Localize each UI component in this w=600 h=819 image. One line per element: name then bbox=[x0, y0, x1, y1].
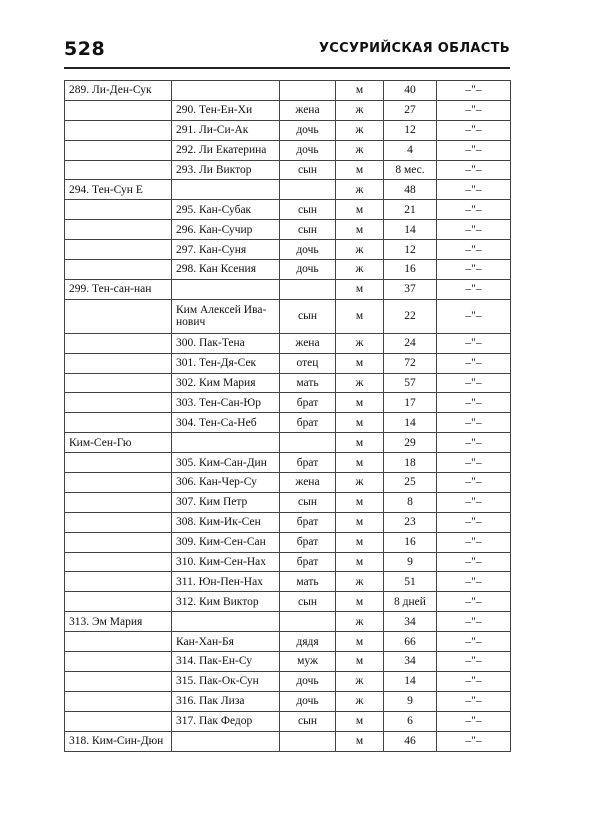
member-name-cell: 293. Ли Виктор bbox=[172, 160, 280, 180]
table-row bbox=[65, 120, 511, 140]
relation-cell: дочь bbox=[280, 120, 336, 140]
member-name-cell: 317. Пак Федор bbox=[172, 711, 280, 731]
ditto-cell: –"– bbox=[437, 453, 511, 473]
relation-cell: отец bbox=[280, 353, 336, 373]
table-row bbox=[65, 333, 511, 353]
age-cell: 34 bbox=[384, 612, 437, 632]
age-cell: 22 bbox=[384, 299, 437, 333]
age-cell: 46 bbox=[384, 731, 437, 751]
sex-cell: м bbox=[336, 160, 384, 180]
household-head-cell bbox=[65, 552, 172, 572]
age-cell: 21 bbox=[384, 200, 437, 220]
age-cell: 16 bbox=[384, 260, 437, 280]
age-cell: 4 bbox=[384, 140, 437, 160]
table-row bbox=[65, 433, 511, 453]
ditto-cell: –"– bbox=[437, 81, 511, 101]
relation-cell: сын bbox=[280, 200, 336, 220]
ditto-cell: –"– bbox=[437, 572, 511, 592]
ditto-cell: –"– bbox=[437, 592, 511, 612]
household-head-cell bbox=[65, 492, 172, 512]
household-head-cell bbox=[65, 393, 172, 413]
age-cell: 12 bbox=[384, 120, 437, 140]
household-head-cell bbox=[65, 373, 172, 393]
page-number: 528 bbox=[64, 38, 106, 60]
age-cell: 34 bbox=[384, 652, 437, 672]
member-name-cell: 295. Кан-Субак bbox=[172, 200, 280, 220]
household-head-cell bbox=[65, 711, 172, 731]
member-name-cell: 304. Тен-Са-Неб bbox=[172, 413, 280, 433]
relation-cell: жена bbox=[280, 333, 336, 353]
age-cell: 48 bbox=[384, 180, 437, 200]
age-cell: 17 bbox=[384, 393, 437, 413]
running-title: УССУРИЙСКАЯ ОБЛАСТЬ bbox=[318, 41, 510, 56]
household-head-cell bbox=[65, 220, 172, 240]
table-row bbox=[65, 353, 511, 373]
sex-cell: м bbox=[336, 81, 384, 101]
age-cell: 12 bbox=[384, 240, 437, 260]
relation-cell: жена bbox=[280, 100, 336, 120]
relation-cell bbox=[280, 81, 336, 101]
member-name-cell: 307. Ким Петр bbox=[172, 492, 280, 512]
table-row bbox=[65, 413, 511, 433]
household-head-cell bbox=[65, 632, 172, 652]
member-name-cell: 311. Юн-Пен-Нах bbox=[172, 572, 280, 592]
household-head-cell bbox=[65, 532, 172, 552]
member-name-cell: 301. Тен-Дя-Сек bbox=[172, 353, 280, 373]
table-row bbox=[65, 572, 511, 592]
age-cell: 72 bbox=[384, 353, 437, 373]
table-row bbox=[65, 691, 511, 711]
household-head-cell bbox=[65, 473, 172, 493]
relation-cell: брат bbox=[280, 512, 336, 532]
member-name-cell bbox=[172, 180, 280, 200]
member-name-cell: 308. Ким-Ик-Сен bbox=[172, 512, 280, 532]
ditto-cell: –"– bbox=[437, 433, 511, 453]
household-head-cell bbox=[65, 160, 172, 180]
sex-cell: м bbox=[336, 512, 384, 532]
ditto-cell: –"– bbox=[437, 299, 511, 333]
sex-cell: ж bbox=[336, 100, 384, 120]
member-name-cell bbox=[172, 279, 280, 299]
relation-cell: дядя bbox=[280, 632, 336, 652]
member-name-cell bbox=[172, 81, 280, 101]
ditto-cell: –"– bbox=[437, 671, 511, 691]
relation-cell: дочь bbox=[280, 691, 336, 711]
table-row bbox=[65, 200, 511, 220]
member-name-cell: 305. Ким-Сан-Дин bbox=[172, 453, 280, 473]
ditto-cell: –"– bbox=[437, 100, 511, 120]
ditto-cell: –"– bbox=[437, 200, 511, 220]
relation-cell: дочь bbox=[280, 671, 336, 691]
table-row bbox=[65, 393, 511, 413]
table-row bbox=[65, 220, 511, 240]
table-row bbox=[65, 279, 511, 299]
sex-cell: м bbox=[336, 731, 384, 751]
age-cell: 14 bbox=[384, 671, 437, 691]
ditto-cell: –"– bbox=[437, 353, 511, 373]
household-head-cell bbox=[65, 691, 172, 711]
census-table bbox=[64, 80, 511, 752]
household-head-cell bbox=[65, 572, 172, 592]
age-cell: 18 bbox=[384, 453, 437, 473]
table-row bbox=[65, 160, 511, 180]
age-cell: 8 мес. bbox=[384, 160, 437, 180]
table-row bbox=[65, 100, 511, 120]
sex-cell: м bbox=[336, 433, 384, 453]
member-name-cell: Кан-Хан-Бя bbox=[172, 632, 280, 652]
sex-cell: ж bbox=[336, 260, 384, 280]
sex-cell: м bbox=[336, 632, 384, 652]
sex-cell: ж bbox=[336, 240, 384, 260]
ditto-cell: –"– bbox=[437, 532, 511, 552]
table-row bbox=[65, 632, 511, 652]
relation-cell: брат bbox=[280, 453, 336, 473]
sex-cell: м bbox=[336, 279, 384, 299]
ditto-cell: –"– bbox=[437, 220, 511, 240]
ditto-cell: –"– bbox=[437, 691, 511, 711]
census-table-body bbox=[65, 81, 511, 752]
sex-cell: ж bbox=[336, 691, 384, 711]
relation-cell: муж bbox=[280, 652, 336, 672]
relation-cell bbox=[280, 279, 336, 299]
ditto-cell: –"– bbox=[437, 333, 511, 353]
relation-cell: дочь bbox=[280, 260, 336, 280]
relation-cell: дочь bbox=[280, 240, 336, 260]
relation-cell bbox=[280, 731, 336, 751]
household-head-cell bbox=[65, 453, 172, 473]
table-row bbox=[65, 81, 511, 101]
household-head-cell bbox=[65, 299, 172, 333]
age-cell: 40 bbox=[384, 81, 437, 101]
relation-cell: брат bbox=[280, 413, 336, 433]
sex-cell: м bbox=[336, 200, 384, 220]
age-cell: 9 bbox=[384, 691, 437, 711]
age-cell: 23 bbox=[384, 512, 437, 532]
age-cell: 14 bbox=[384, 220, 437, 240]
table-row bbox=[65, 180, 511, 200]
table-row bbox=[65, 552, 511, 572]
relation-cell: сын bbox=[280, 299, 336, 333]
member-name-cell: 296. Кан-Сучир bbox=[172, 220, 280, 240]
household-head-cell bbox=[65, 200, 172, 220]
member-name-cell: 300. Пак-Тена bbox=[172, 333, 280, 353]
relation-cell: брат bbox=[280, 532, 336, 552]
member-name-cell: 291. Ли-Си-Ак bbox=[172, 120, 280, 140]
age-cell: 24 bbox=[384, 333, 437, 353]
member-name-cell bbox=[172, 731, 280, 751]
relation-cell: сын bbox=[280, 592, 336, 612]
sex-cell: ж bbox=[336, 572, 384, 592]
relation-cell bbox=[280, 433, 336, 453]
table-row bbox=[65, 532, 511, 552]
table-row bbox=[65, 260, 511, 280]
household-head-cell: 294. Тен-Сун Е bbox=[65, 180, 172, 200]
page-header bbox=[64, 38, 510, 68]
household-head-cell bbox=[65, 671, 172, 691]
member-name-cell: Ким Алексей Ива- нович bbox=[172, 299, 280, 333]
age-cell: 14 bbox=[384, 413, 437, 433]
ditto-cell: –"– bbox=[437, 731, 511, 751]
ditto-cell: –"– bbox=[437, 711, 511, 731]
ditto-cell: –"– bbox=[437, 512, 511, 532]
relation-cell: жена bbox=[280, 473, 336, 493]
household-head-cell bbox=[65, 140, 172, 160]
sex-cell: м bbox=[336, 592, 384, 612]
table-row bbox=[65, 731, 511, 751]
sex-cell: ж bbox=[336, 373, 384, 393]
ditto-cell: –"– bbox=[437, 180, 511, 200]
age-cell: 16 bbox=[384, 532, 437, 552]
relation-cell: мать bbox=[280, 373, 336, 393]
age-cell: 6 bbox=[384, 711, 437, 731]
sex-cell: м bbox=[336, 492, 384, 512]
household-head-cell bbox=[65, 512, 172, 532]
table-row bbox=[65, 240, 511, 260]
relation-cell: брат bbox=[280, 552, 336, 572]
member-name-cell: 306. Кан-Чер-Су bbox=[172, 473, 280, 493]
member-name-cell: 298. Кан Ксения bbox=[172, 260, 280, 280]
table-row bbox=[65, 711, 511, 731]
ditto-cell: –"– bbox=[437, 413, 511, 433]
table-row bbox=[65, 299, 511, 333]
age-cell: 57 bbox=[384, 373, 437, 393]
age-cell: 9 bbox=[384, 552, 437, 572]
age-cell: 51 bbox=[384, 572, 437, 592]
ditto-cell: –"– bbox=[437, 260, 511, 280]
relation-cell: брат bbox=[280, 393, 336, 413]
age-cell: 66 bbox=[384, 632, 437, 652]
table-row bbox=[65, 592, 511, 612]
household-head-cell: 289. Ли-Ден-Сук bbox=[65, 81, 172, 101]
table-row bbox=[65, 140, 511, 160]
ditto-cell: –"– bbox=[437, 279, 511, 299]
sex-cell: м bbox=[336, 299, 384, 333]
age-cell: 8 bbox=[384, 492, 437, 512]
table-row bbox=[65, 453, 511, 473]
age-cell: 37 bbox=[384, 279, 437, 299]
ditto-cell: –"– bbox=[437, 373, 511, 393]
ditto-cell: –"– bbox=[437, 120, 511, 140]
member-name-cell: 303. Тен-Сан-Юр bbox=[172, 393, 280, 413]
household-head-cell: 318. Ким-Син-Дюн bbox=[65, 731, 172, 751]
ditto-cell: –"– bbox=[437, 473, 511, 493]
member-name-cell bbox=[172, 433, 280, 453]
ditto-cell: –"– bbox=[437, 652, 511, 672]
household-head-cell bbox=[65, 353, 172, 373]
sex-cell: м bbox=[336, 413, 384, 433]
household-head-cell bbox=[65, 652, 172, 672]
sex-cell: ж bbox=[336, 473, 384, 493]
relation-cell: дочь bbox=[280, 140, 336, 160]
household-head-cell bbox=[65, 120, 172, 140]
sex-cell: м bbox=[336, 552, 384, 572]
member-name-cell: 316. Пак Лиза bbox=[172, 691, 280, 711]
sex-cell: ж bbox=[336, 612, 384, 632]
member-name-cell: 310. Ким-Сен-Нах bbox=[172, 552, 280, 572]
ditto-cell: –"– bbox=[437, 240, 511, 260]
member-name-cell: 302. Ким Мария bbox=[172, 373, 280, 393]
relation-cell bbox=[280, 612, 336, 632]
member-name-cell: 312. Ким Виктор bbox=[172, 592, 280, 612]
sex-cell: ж bbox=[336, 671, 384, 691]
age-cell: 29 bbox=[384, 433, 437, 453]
sex-cell: м bbox=[336, 532, 384, 552]
household-head-cell bbox=[65, 413, 172, 433]
sex-cell: м bbox=[336, 453, 384, 473]
sex-cell: м bbox=[336, 393, 384, 413]
table-row bbox=[65, 512, 511, 532]
relation-cell: сын bbox=[280, 492, 336, 512]
sex-cell: ж bbox=[336, 120, 384, 140]
table-row bbox=[65, 671, 511, 691]
relation-cell bbox=[280, 180, 336, 200]
table-row bbox=[65, 612, 511, 632]
ditto-cell: –"– bbox=[437, 140, 511, 160]
age-cell: 27 bbox=[384, 100, 437, 120]
sex-cell: м bbox=[336, 353, 384, 373]
sex-cell: м bbox=[336, 652, 384, 672]
member-name-cell: 290. Тен-Ен-Хи bbox=[172, 100, 280, 120]
member-name-cell bbox=[172, 612, 280, 632]
household-head-cell bbox=[65, 260, 172, 280]
relation-cell: сын bbox=[280, 160, 336, 180]
relation-cell: мать bbox=[280, 572, 336, 592]
member-name-cell: 314. Пак-Ен-Су bbox=[172, 652, 280, 672]
ditto-cell: –"– bbox=[437, 492, 511, 512]
household-head-cell bbox=[65, 240, 172, 260]
sex-cell: ж bbox=[336, 140, 384, 160]
member-name-cell: 309. Ким-Сен-Сан bbox=[172, 532, 280, 552]
household-head-cell bbox=[65, 100, 172, 120]
member-name-cell: 292. Ли Екатерина bbox=[172, 140, 280, 160]
table-row bbox=[65, 473, 511, 493]
ditto-cell: –"– bbox=[437, 612, 511, 632]
sex-cell: ж bbox=[336, 180, 384, 200]
member-name-cell: 297. Кан-Суня bbox=[172, 240, 280, 260]
relation-cell: сын bbox=[280, 711, 336, 731]
header-rule bbox=[64, 67, 510, 69]
household-head-cell bbox=[65, 592, 172, 612]
sex-cell: ж bbox=[336, 333, 384, 353]
relation-cell: сын bbox=[280, 220, 336, 240]
table-row bbox=[65, 492, 511, 512]
table-row bbox=[65, 652, 511, 672]
ditto-cell: –"– bbox=[437, 393, 511, 413]
age-cell: 8 дней bbox=[384, 592, 437, 612]
ditto-cell: –"– bbox=[437, 160, 511, 180]
ditto-cell: –"– bbox=[437, 632, 511, 652]
sex-cell: м bbox=[336, 711, 384, 731]
household-head-cell: 313. Эм Мария bbox=[65, 612, 172, 632]
household-head-cell: 299. Тен-сан-нан bbox=[65, 279, 172, 299]
member-name-cell: 315. Пак-Ок-Сун bbox=[172, 671, 280, 691]
household-head-cell bbox=[65, 333, 172, 353]
ditto-cell: –"– bbox=[437, 552, 511, 572]
table-row bbox=[65, 373, 511, 393]
sex-cell: м bbox=[336, 220, 384, 240]
household-head-cell: Ким-Сен-Гю bbox=[65, 433, 172, 453]
age-cell: 25 bbox=[384, 473, 437, 493]
